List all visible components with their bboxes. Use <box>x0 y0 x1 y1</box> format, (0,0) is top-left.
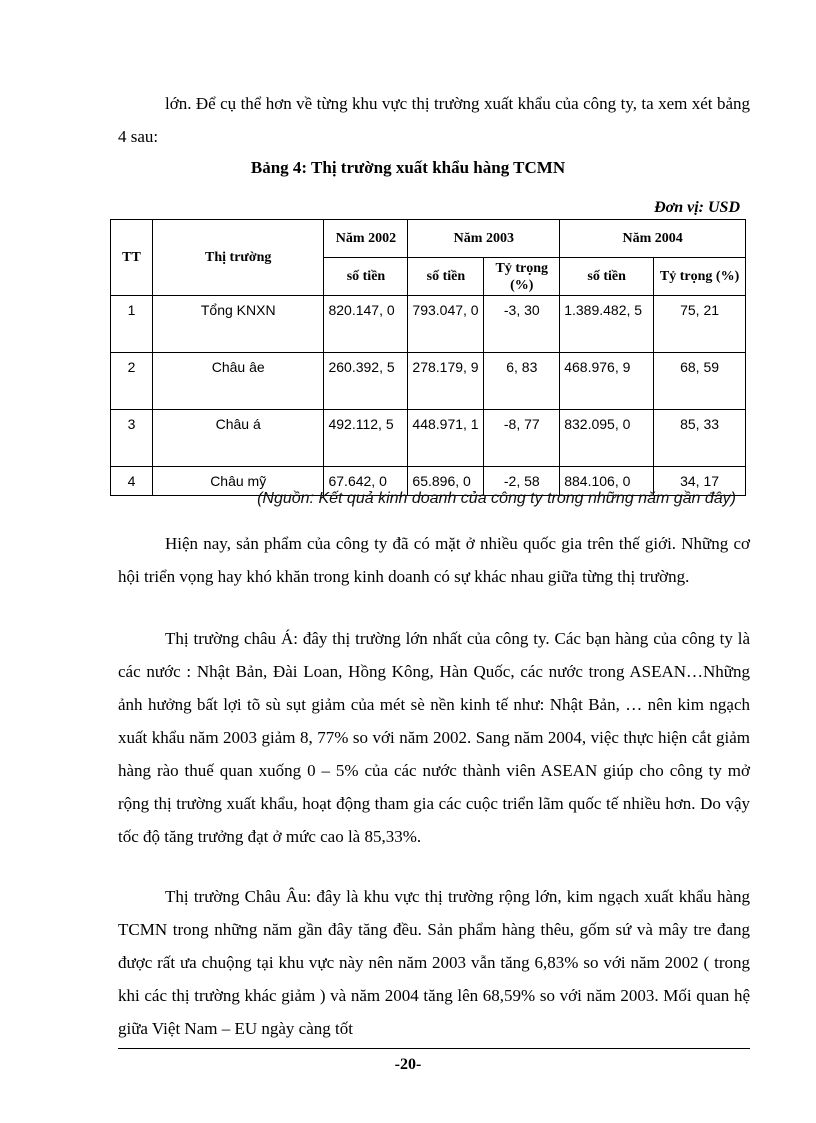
export-market-table <box>110 219 746 496</box>
cell-2003-amount: 448.971, 1 <box>408 410 484 467</box>
footer-divider <box>118 1048 750 1049</box>
cell-2004-share: 75, 21 <box>654 296 746 353</box>
header-2002: Năm 2002 <box>324 220 408 258</box>
intro-paragraph: lớn. Để cụ thể hơn về từng khu vực thị trường xuất khẩu của công ty, ta xem xét bảng 4 sau: <box>118 94 750 146</box>
cell-2003-share: 6, 83 <box>484 353 560 410</box>
table-source-note: (Nguồn: Kết quả kinh doanh của công ty trong những năm gần đây) <box>257 490 736 507</box>
body-paragraph: Thị trường Châu Âu: đây là khu vực thị trường rộng lớn, kim ngạch xuất khẩu hàng TCMN trong những năm gần đây tăng đều. Sản phẩm hàng thêu, gốm sứ và mây tre đang được rất ưa chuộng tại khu vực này nên năm 2003 vẫn tăng 6,83% so với năm 2002 ( trong khi các thị trường khác giảm ) và năm 2004 tăng lên 68,59% so với năm 2003. Mối quan hệ giữa Việt Nam – EU ngày càng tốt <box>118 887 750 1038</box>
cell-market: Châu á <box>152 410 324 467</box>
table-row <box>111 296 746 353</box>
body-paragraph: Hiện nay, sản phẩm của công ty đã có mặt ở nhiều quốc gia trên thế giới. Những cơ hội triển vọng hay khó khăn trong kinh doanh có sự khác nhau giữa từng thị trường. <box>118 534 750 586</box>
header-2003: Năm 2003 <box>408 220 560 258</box>
cell-market: Tổng KNXN <box>152 296 324 353</box>
table-unit: Đơn vị: USD <box>654 199 740 216</box>
cell-tt: 1 <box>111 296 153 353</box>
cell-2002-amount: 260.392, 5 <box>324 353 408 410</box>
cell-market: Châu âe <box>152 353 324 410</box>
cell-tt: 2 <box>111 353 153 410</box>
table-row <box>111 353 746 410</box>
header-tt: TT <box>111 220 153 296</box>
cell-2002-amount: 67.642, 0 <box>324 467 408 496</box>
cell-2004-share: 85, 33 <box>654 410 746 467</box>
table-row <box>111 410 746 467</box>
header-2003-amount: số tiền <box>408 258 484 296</box>
header-2004-share: Tỷ trọng (%) <box>654 258 746 296</box>
cell-2004-share: 68, 59 <box>654 353 746 410</box>
header-market: Thị trường <box>152 220 324 296</box>
cell-2003-share: -2, 58 <box>484 467 560 496</box>
cell-2002-amount: 492.112, 5 <box>324 410 408 467</box>
table-caption: Bảng 4: Thị trường xuất khẩu hàng TCMN <box>250 158 566 177</box>
cell-market: Châu mỹ <box>152 467 324 496</box>
cell-2003-share: -8, 77 <box>484 410 560 467</box>
header-2004-amount: số tiền <box>560 258 654 296</box>
header-2002-amount: số tiền <box>324 258 408 296</box>
page-number: -20- <box>394 1056 422 1073</box>
cell-2004-amount: 1.389.482, 5 <box>560 296 654 353</box>
header-2004: Năm 2004 <box>560 220 746 258</box>
cell-tt: 3 <box>111 410 153 467</box>
cell-2004-amount: 884.106, 0 <box>560 467 654 496</box>
header-2003-share: Tỷ trọng (%) <box>484 258 560 296</box>
cell-2004-amount: 832.095, 0 <box>560 410 654 467</box>
cell-2003-share: -3, 30 <box>484 296 560 353</box>
body-paragraph: Thị trường châu Á: đây thị trường lớn nhất của công ty. Các bạn hàng của công ty là các nước : Nhật Bản, Đài Loan, Hồng Kông, Hàn Quốc, các nước trong ASEAN…Những ảnh hưởng bất lợi tõ sù sụt giảm của mét sè nền kinh tế như: Nhật Bản, … nên kim ngạch xuất khẩu năm 2003 giảm 8, 77% so với năm 2002. Sang năm 2004, việc thực hiện cắt giảm hàng rào thuế quan xuống 0 – 5% của các nước thành viên ASEAN giúp cho công ty mở rộng thị trường xuất khẩu, hoạt động tham gia các cuộc triển lãm quốc tế nhiều hơn. Do vậy tốc độ tăng trưởng đạt ở mức cao là 85,33%. <box>118 629 750 846</box>
cell-tt: 4 <box>111 467 153 496</box>
cell-2003-amount: 793.047, 0 <box>408 296 484 353</box>
cell-2002-amount: 820.147, 0 <box>324 296 408 353</box>
cell-2004-share: 34, 17 <box>654 467 746 496</box>
cell-2004-amount: 468.976, 9 <box>560 353 654 410</box>
cell-2003-amount: 65.896, 0 <box>408 467 484 496</box>
cell-2003-amount: 278.179, 9 <box>408 353 484 410</box>
